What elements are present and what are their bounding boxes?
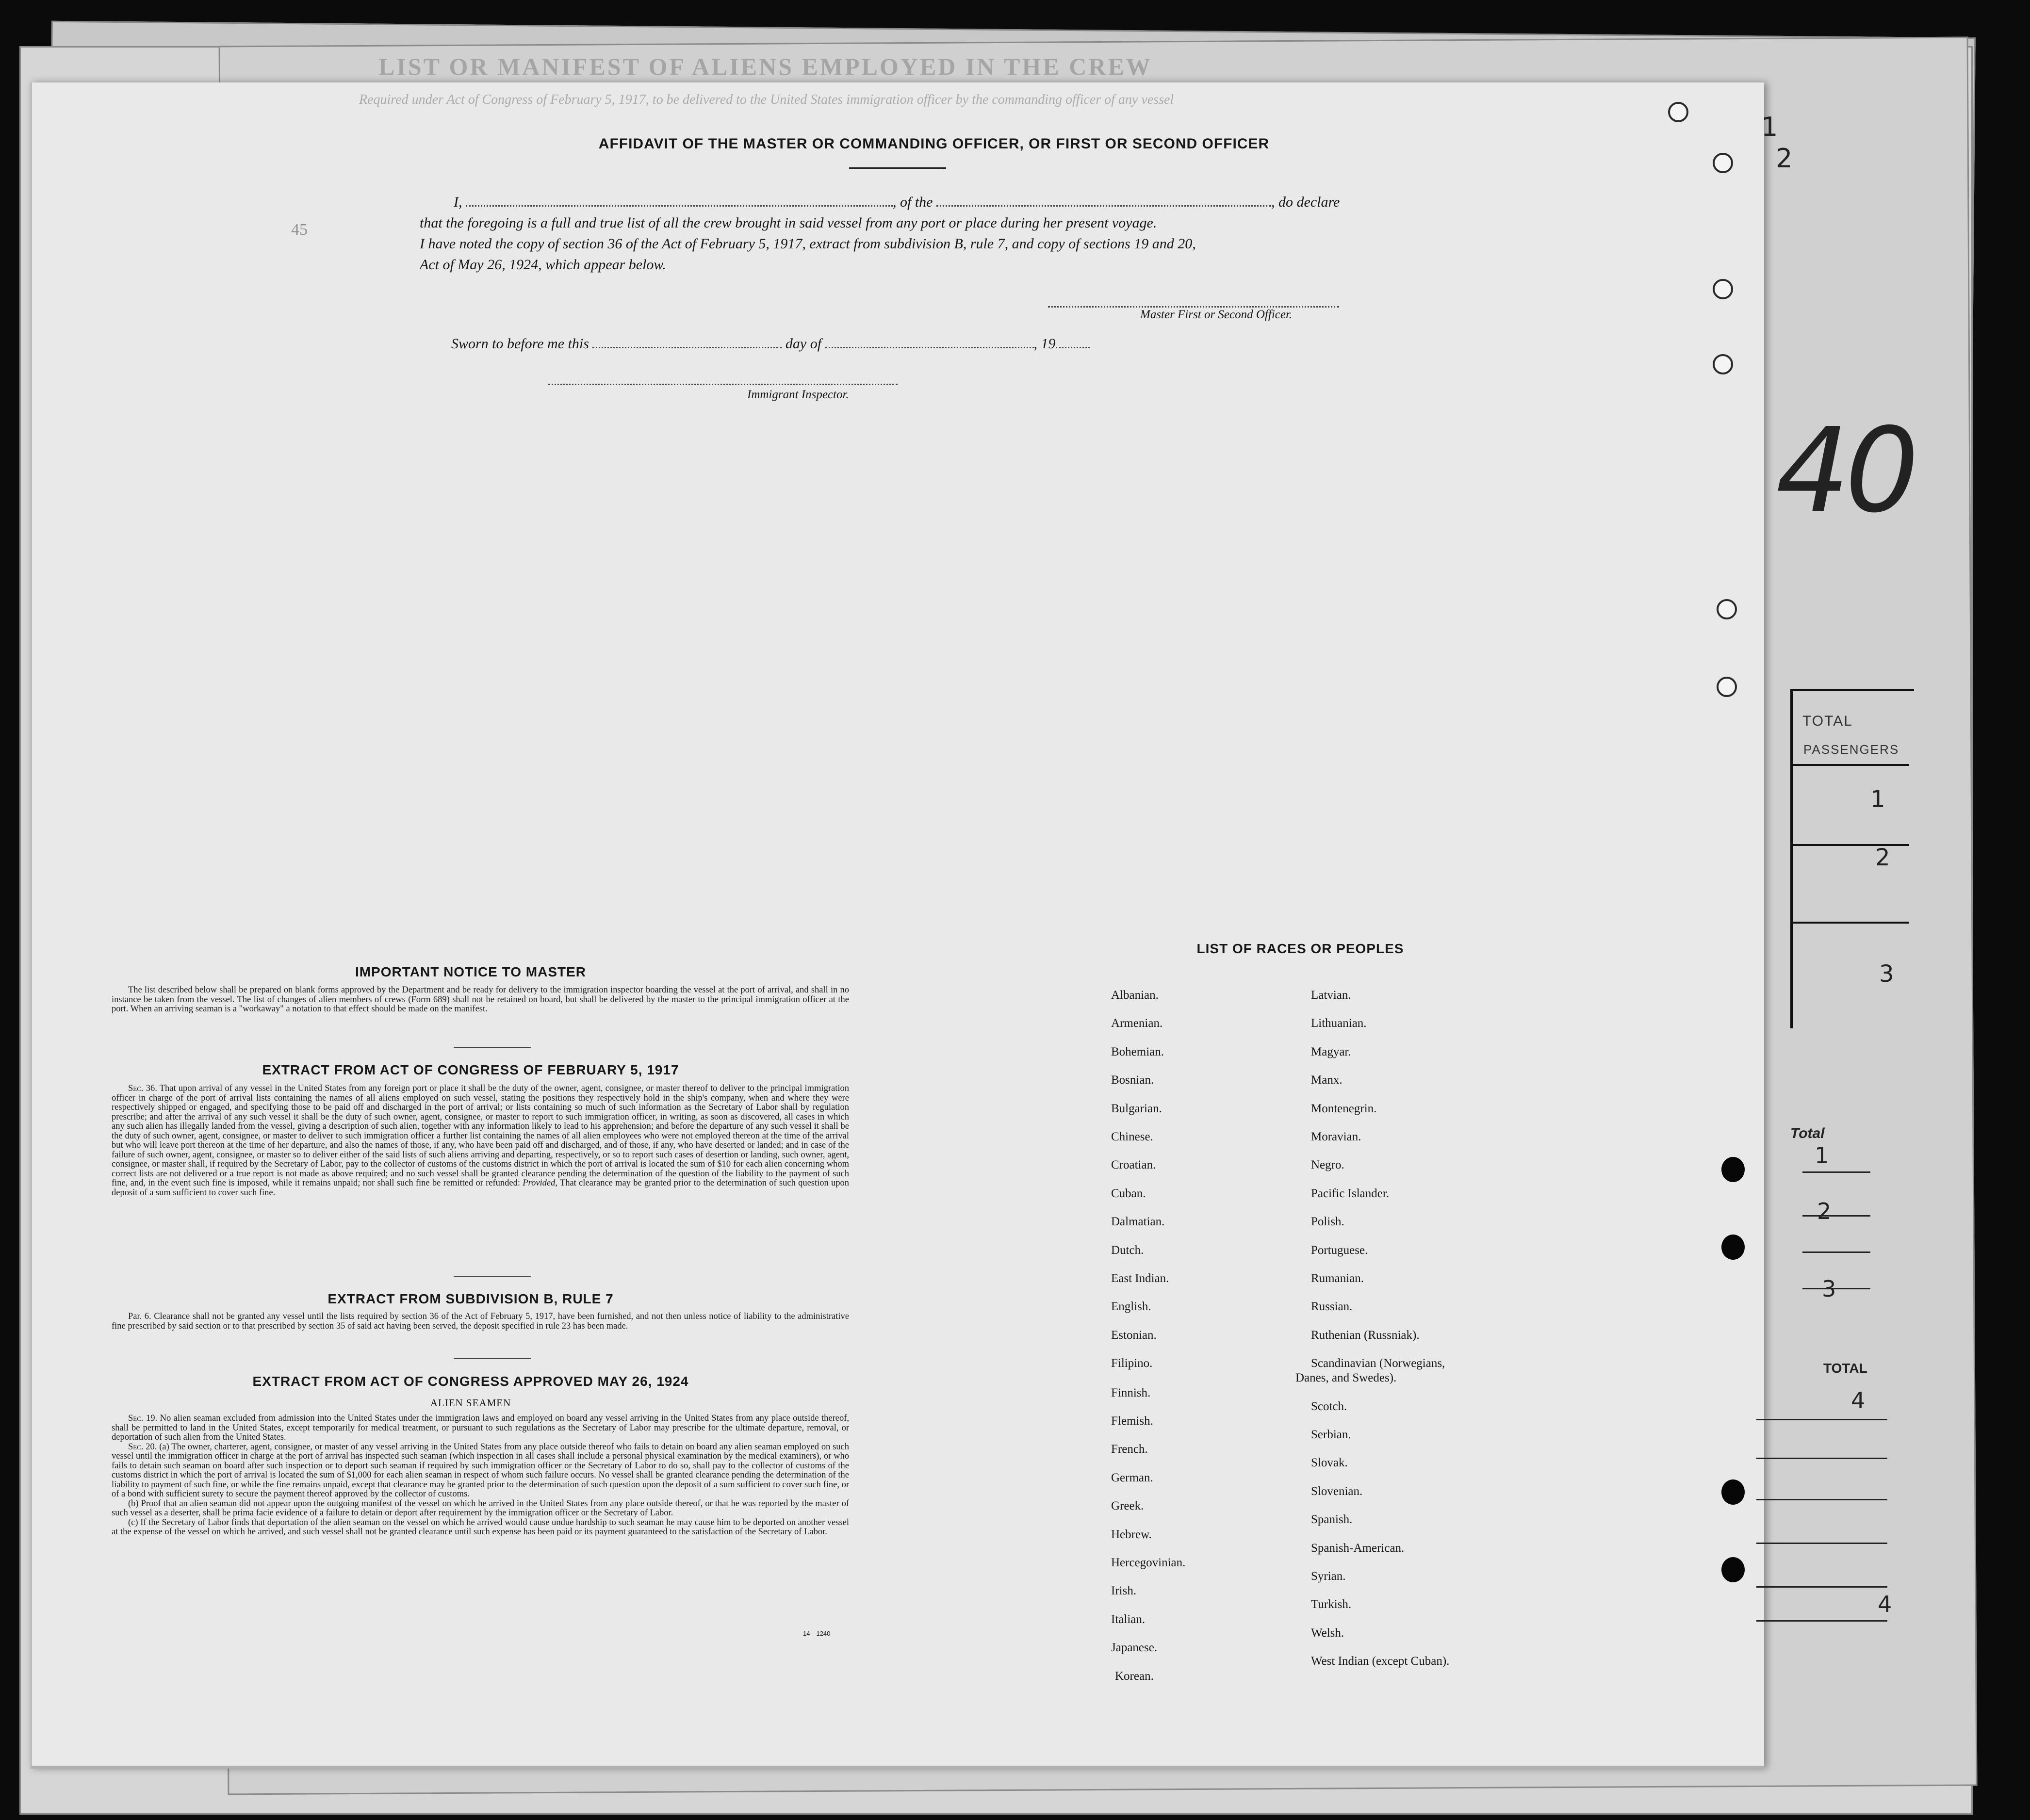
- section-label: Sec. 19.: [128, 1414, 158, 1423]
- sworn-text: Sworn to before me this: [451, 336, 589, 352]
- race-item: Rumanian.: [1311, 1272, 1364, 1285]
- total-line: [1802, 1171, 1870, 1173]
- extract-1924-title: EXTRACT FROM ACT OF CONGRESS APPROVED MAY 26, 1924: [252, 1374, 689, 1389]
- punch-hole: [1717, 599, 1737, 619]
- affidavit-text: , do declare: [1271, 194, 1340, 210]
- extract-1917-title: EXTRACT FROM ACT OF CONGRESS OF FEBRUARY 5, 1917: [262, 1062, 679, 1077]
- race-item: Slovak.: [1311, 1456, 1348, 1469]
- affidavit-title: AFFIDAVIT OF THE MASTER OR COMMANDING OFFICER, OR FIRST OR SECOND OFFICER: [598, 136, 1270, 152]
- race-item: Magyar.: [1311, 1045, 1351, 1058]
- race-item: Scotch.: [1311, 1400, 1347, 1413]
- title-rule: [849, 167, 946, 169]
- section-text: That clearance may be granted prior to the determination of such question upon deposit of a sum sufficient to cover such fine.: [112, 1178, 850, 1198]
- total-line: [1802, 1251, 1870, 1253]
- total-line: [1756, 1586, 1887, 1588]
- total-line: [1756, 1419, 1887, 1420]
- race-item: Moravian.: [1311, 1130, 1361, 1143]
- race-item: Cuban.: [1111, 1187, 1146, 1200]
- race-item: Welsh.: [1311, 1626, 1344, 1640]
- race-item: Finnish.: [1111, 1386, 1151, 1399]
- race-item: East Indian.: [1111, 1272, 1169, 1285]
- handwritten-corner-2: 2: [1776, 143, 1793, 174]
- extract-1924-subtitle: ALIEN SEAMEN: [430, 1397, 511, 1409]
- races-list-title: LIST OF RACES OR PEOPLES: [1196, 941, 1404, 956]
- notice-title: IMPORTANT NOTICE TO MASTER: [355, 964, 587, 979]
- punch-hole: [1721, 1235, 1745, 1260]
- affidavit-line-2: that the foregoing is a full and true list of all the crew brought in said vessel from any port or place during her present voyage.: [420, 215, 1157, 231]
- affidavit-line-4: Act of May 26, 1924, which appear below.: [420, 257, 666, 273]
- race-item: Dalmatian.: [1111, 1215, 1165, 1228]
- race-item: Russian.: [1311, 1300, 1353, 1313]
- race-item: French.: [1111, 1443, 1148, 1456]
- punch-hole: [1721, 1557, 1745, 1582]
- extract-1924-body: [112, 1414, 849, 1537]
- race-item: Dutch.: [1111, 1244, 1144, 1257]
- total-line: [1756, 1499, 1887, 1500]
- inspector-signature-caption: Immigrant Inspector.: [747, 388, 849, 401]
- punch-hole: [1713, 153, 1733, 173]
- race-item: German.: [1111, 1471, 1153, 1484]
- race-item: Korean.: [1115, 1670, 1154, 1683]
- affidavit-text: , of the: [893, 194, 933, 210]
- total-line: [1802, 1215, 1870, 1217]
- total-label: Total: [1790, 1125, 1825, 1141]
- section-text: (a) The owner, charterer, agent, consignee, or master of any vessel arriving in the United States from any place outside thereof who fails to detain on board any alien seaman employed on such vessel until the immigration officer in charge at the port of arrival has inspected such seaman (which inspection in all cases shall include a personal physical examination by the medical examiners), or who fails to detain such seaman on board after such inspection or to deport such seaman if required by such immigration officer or the Secretary of Labor to do so, shall pay to the collector of customs of the customs district in which the port of arrival is located the sum of $1,000 for each alien seaman in respect of whom such failure occurs. No vessel shall be granted clearance pending the determination of the liability to payment of such fine, or while the fine remains unpaid, except that clearance may be granted prior to the determination of such question upon the deposit of a sum sufficient to cover such fine, or of a bond with sufficient surety to secure the payment thereof approved by the collector of customs.: [112, 1442, 850, 1499]
- form-number: 14—1240: [803, 1630, 831, 1637]
- race-item: Spanish.: [1311, 1513, 1353, 1526]
- total-line: [1756, 1543, 1887, 1544]
- handwritten-corner-1: 1: [1761, 112, 1778, 142]
- total-passengers-header: PASSENGERS: [1803, 742, 1899, 757]
- proviso-label: Provided,: [523, 1178, 558, 1188]
- race-item: Flemish.: [1111, 1414, 1153, 1428]
- section-label: Sec. 36.: [128, 1084, 157, 1093]
- race-item: Bulgarian.: [1111, 1102, 1162, 1115]
- notice-body: [112, 986, 849, 1014]
- section-text: (c) If the Secretary of Labor finds that deportation of the alien seaman on the vessel on which he arrived would cause undue hardship to such seaman he may cause him to be deported on another vessel at the expense of the vessel on which he arrived, and such vessel shall not be granted clearance until such expense has been paid or its payment guaranteed to the satisfaction of the Secretary of Labor.: [112, 1517, 849, 1537]
- punch-hole: [1721, 1157, 1745, 1182]
- bleed-through-subtitle: Required under Act of Congress of February 5, 1917, to be delivered to the United States immigration officer by the commanding officer of any vessel: [359, 92, 1174, 107]
- race-item: Manx.: [1311, 1073, 1342, 1087]
- section-divider: [454, 1047, 531, 1048]
- blank-name-field[interactable]: [466, 205, 893, 207]
- affidavit-text: I,: [454, 194, 462, 210]
- race-item: Pacific Islander.: [1311, 1187, 1390, 1200]
- total-passengers-value: 3: [1879, 960, 1894, 988]
- race-item: Slovenian.: [1311, 1485, 1363, 1498]
- race-item: Danes, and Swedes).: [1295, 1371, 1397, 1384]
- punch-hole: [1721, 1479, 1745, 1505]
- race-item: Greek.: [1111, 1499, 1144, 1512]
- affidavit-line-3: I have noted the copy of section 36 of the Act of February 5, 1917, extract from subdivision B, rule 7, and copy of sections 19 and 20,: [420, 236, 1196, 252]
- race-item: English.: [1111, 1300, 1151, 1313]
- race-item: Japanese.: [1111, 1641, 1158, 1654]
- race-item: Bosnian.: [1111, 1073, 1154, 1087]
- race-item: Negro.: [1311, 1158, 1344, 1171]
- punch-hole: [1717, 677, 1737, 697]
- race-item: Italian.: [1111, 1613, 1146, 1626]
- race-item: Irish.: [1111, 1584, 1137, 1597]
- total-value: 4: [1878, 1591, 1892, 1617]
- master-signature-field[interactable]: [1048, 306, 1339, 308]
- race-item: Scandinavian (Norwegians,: [1311, 1357, 1445, 1370]
- section-text: That upon arrival of any vessel in the United States from any foreign port or place it shall be the duty of the owner, agent, consignee, or master thereof to deliver to the principal immigration officer in charge of the port of arrival lists containing the names of all aliens employed on such vessel, stating the positions they respectively hold in the ship's company, when and where they were respectively shipped or engaged, and specifying those to be paid off and discharged in the port of arrival; or lists containing so much of such information as the Secretary of Labor shall by regulation prescribe; and after the arrival of any such vessel it shall be the duty of such owner, agent, consignee, or master to report to such immigration officer, in writing, as soon as discovered, all cases in which any such alien has illegally landed from the vessel, giving a description of such alien, together with any information likely to lead to his apprehension; and before the departure of any such vessel it shall be the duty of such owner, agent, consignee, or master to deliver to such immigration officer a further list containing the names of all alien employees who were not employed thereon at the time of the arrival but who will leave port thereon at the time of her departure, and also the names of those, if any, who have been paid off and discharged, and of those, if any, who have deserted or landed; and in case of the failure of such owner, agent, consignee, or master so to deliver either of the said lists of such aliens arriving and departing, respectively, or so to report such cases of desertion or landing, such owner, agent, consignee, or master shall, if required by the Secretary of Labor, pay to the collector of customs of the customs district in which the port of arrival is located the sum of $10 for each alien concerning whom correct lists are not delivered or a true report is not made as above required; and no such vessel shall be granted clearance pending the determination of the question of the liability to the payment of such fine, and, in the event such fine is imposed, while it remains unpaid; nor shall such fine be remitted or refunded:: [112, 1084, 849, 1188]
- blank-day-field[interactable]: [592, 346, 782, 348]
- race-item: Albanian.: [1111, 989, 1159, 1002]
- race-item: Bohemian.: [1111, 1045, 1164, 1058]
- race-item: Chinese.: [1111, 1130, 1153, 1143]
- race-item: Spanish-American.: [1311, 1542, 1405, 1555]
- bleed-through-title: LIST OR MANIFEST OF ALIENS EMPLOYED IN THE CREW: [378, 53, 1152, 80]
- race-item: Portuguese.: [1311, 1244, 1368, 1257]
- total-line: [1756, 1620, 1887, 1622]
- section-label: Sec. 20.: [128, 1442, 157, 1452]
- race-item: Estonian.: [1111, 1329, 1157, 1342]
- race-item: Lithuanian.: [1311, 1017, 1367, 1030]
- notice-paragraph: The list described below shall be prepared on blank forms approved by the Department and be ready for delivery to the immigration inspector boarding the vessel at the port of arrival, and shall in no instance be taken from the vessel. The list of changes of alien members of crews (Form 689) shall not be retained on board, but shall be delivered by the master to the principal immigration officer at the port. When an arriving seaman is a "workaway" a notation to that effect should be made on the manifest.: [112, 985, 849, 1014]
- punch-hole: [1713, 354, 1733, 374]
- total-value: 2: [1817, 1198, 1832, 1224]
- section-text: No alien seaman excluded from admission into the United States under the immigration laws and employed on board any vessel arriving in the United States from any place outside thereof, shall be permitted to land in the United States, except temporarily for medical treatment, or pursuant to such regulations as the Secretary of Labor may prescribe for the ultimate departure, removal, or deportation of such alien from the United States.: [112, 1414, 850, 1442]
- blank-year-field[interactable]: [1056, 346, 1090, 348]
- section-divider: [454, 1276, 531, 1277]
- race-item: Serbian.: [1311, 1428, 1351, 1441]
- extract-rule7-body: [112, 1312, 849, 1331]
- total-value: 4: [1851, 1387, 1866, 1414]
- section-text: (b) Proof that an alien seaman did not appear upon the outgoing manifest of the vessel on which he arrived in the United States from any place outside thereof, or that he was reported by the master of such vessel as a deserter, shall be prima facie evidence of a failure to detain or deport after requirement by the immigration officer or the Secretary of Labor.: [112, 1498, 849, 1518]
- race-item: Hercegovinian.: [1111, 1556, 1186, 1569]
- total-passengers-header: TOTAL: [1802, 713, 1853, 729]
- punch-hole: [1713, 279, 1733, 299]
- total-passengers-value: 1: [1870, 786, 1885, 813]
- handwritten-large-number: 40: [1776, 403, 1915, 538]
- total-value: 1: [1815, 1142, 1829, 1169]
- total-label: TOTAL: [1823, 1361, 1867, 1376]
- blank-vessel-field[interactable]: [936, 205, 1271, 207]
- section-text: Par. 6. Clearance shall not be granted any vessel until the lists required by section 36 of the Act of February 5, 1917, have been furnished, and not then unless notice of liability to the administrative fine prescribed by said section or to that prescribed by section 35 of said act having been served, the deposit specified in rule 23 has been made.: [112, 1312, 849, 1331]
- race-item: Polish.: [1311, 1215, 1344, 1228]
- section-divider: [454, 1358, 531, 1359]
- master-signature-caption: Master First or Second Officer.: [1140, 308, 1293, 321]
- race-item: Filipino.: [1111, 1357, 1153, 1370]
- total-passengers-table: [1790, 689, 1919, 1028]
- race-item: Latvian.: [1311, 989, 1351, 1002]
- race-item: Syrian.: [1311, 1570, 1346, 1583]
- extract-1917-body: [112, 1084, 849, 1198]
- total-line: [1802, 1288, 1870, 1289]
- sworn-text: day of: [785, 336, 822, 352]
- sworn-text: , 19: [1033, 336, 1056, 352]
- race-item: Montenegrin.: [1311, 1102, 1377, 1115]
- punch-hole: [1668, 102, 1688, 122]
- extract-rule7-title: EXTRACT FROM SUBDIVISION B, RULE 7: [327, 1291, 614, 1306]
- total-passengers-value: 2: [1875, 844, 1890, 871]
- affidavit-line-1: [454, 194, 1340, 211]
- race-item: Armenian.: [1111, 1017, 1163, 1030]
- total-line: [1756, 1458, 1887, 1459]
- race-item: Turkish.: [1311, 1598, 1352, 1611]
- total-value: 3: [1822, 1276, 1836, 1302]
- inspector-signature-field[interactable]: [548, 383, 898, 385]
- sworn-line: [451, 336, 1090, 352]
- race-item: Croatian.: [1111, 1158, 1156, 1171]
- race-item: Hebrew.: [1111, 1528, 1152, 1541]
- race-item: West Indian (except Cuban).: [1311, 1655, 1450, 1668]
- blank-month-field[interactable]: [825, 346, 1034, 348]
- race-item: Ruthenian (Russniak).: [1311, 1329, 1420, 1342]
- bleed-through-number: 45: [291, 221, 308, 239]
